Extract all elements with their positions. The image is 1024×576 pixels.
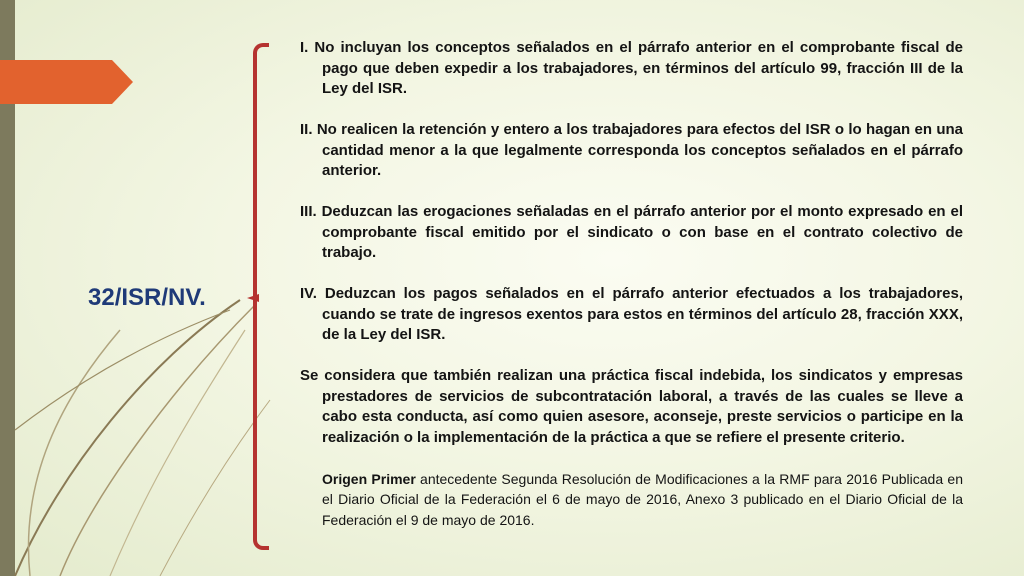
paragraph-ii: II. No realicen la retención y entero a los trabajadores para efectos del ISR o lo hagan en una cantidad menor a la que legalmente corresponda los conceptos señalados en el párrafo anterior. bbox=[300, 121, 963, 179]
paragraph-practica-indebida: Se considera que también realizan una práctica fiscal indebida, los sindicatos y empresas prestadores de servicios de subcontratación laboral, a través de las cuales se lleve a cabo esta conducta, así como quien asesore, aconseje, preste servicios o participe en la realización o la implementación de la práctica a que se refiere el presente criterio. bbox=[300, 367, 963, 446]
origen-label: Origen Primer bbox=[322, 470, 416, 487]
paragraph-iii: III. Deduzcan las erogaciones señaladas en el párrafo anterior por el monto expresado en el comprobante fiscal emitido por el sindicato o con base en el contrato colectivo de trabajo. bbox=[300, 203, 963, 261]
orange-arrow-banner bbox=[0, 60, 133, 104]
origen-note bbox=[300, 469, 963, 531]
slide-label: 32/ISR/NV. bbox=[88, 284, 206, 311]
origen-text: antecedente Segunda Resolución de Modificaciones a la RMF para 2016 Publicada en el Diario Oficial de la Federación el 6 de mayo de 2016, Anexo 3 publicado en el Diario Oficial de la Federación el 9 de mayo de 2016. bbox=[322, 470, 963, 528]
paragraph-i: I. No incluyan los conceptos señalados en el párrafo anterior en el comprobante fiscal de pago que deben expedir a los trabajadores, en términos del artículo 99, fracción III de la Ley del ISR. bbox=[300, 39, 963, 97]
content-body bbox=[300, 38, 963, 530]
paragraph-iv: IV. Deduzcan los pagos señalados en el párrafo anterior efectuados a los trabajadores, cuando se trate de ingresos exentos para estos en términos del artículo 28, fracción XXX, de la Ley del ISR. bbox=[300, 285, 963, 343]
